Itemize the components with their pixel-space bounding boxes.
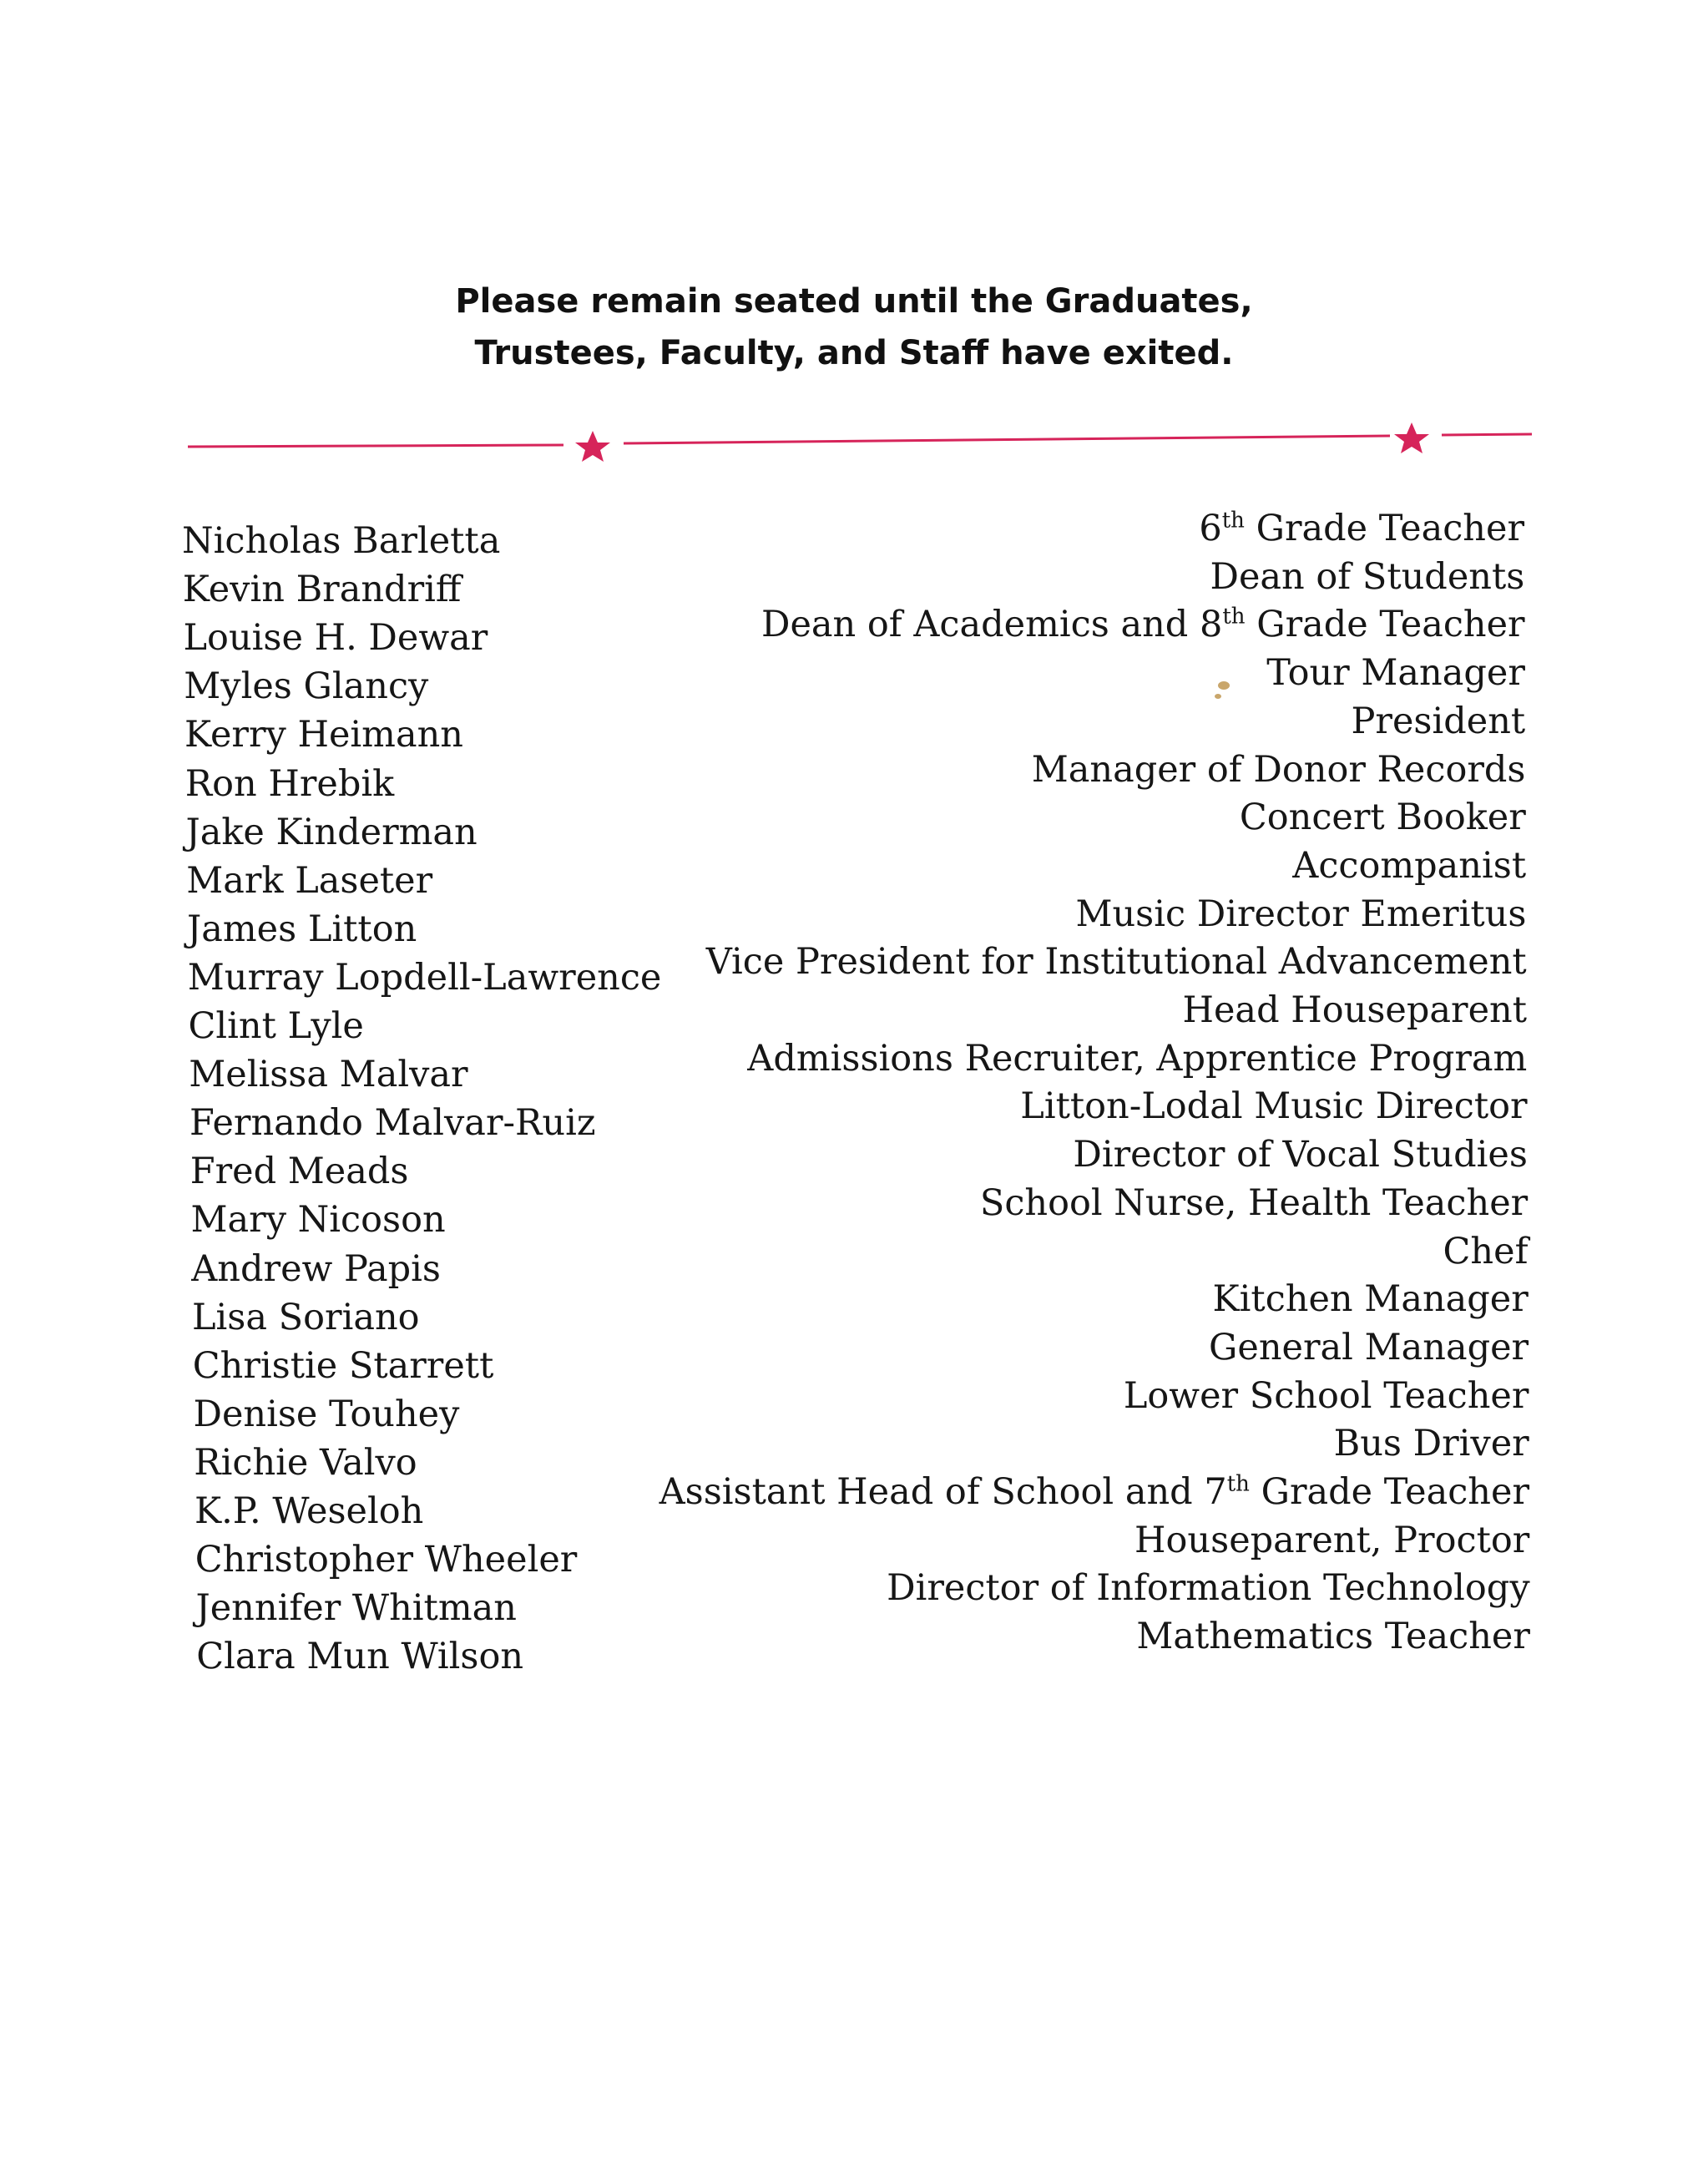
staff-name: James Litton xyxy=(187,908,417,950)
role-text: Music Director Emeritus xyxy=(1075,893,1527,935)
role-text: Kitchen Manager xyxy=(1212,1278,1529,1321)
staff-name: Kerry Heimann xyxy=(184,714,463,756)
role-text: Admissions Recruiter, Apprentice Program xyxy=(747,1037,1528,1080)
role-text: Accompanist xyxy=(1292,844,1527,887)
staff-name: Christopher Wheeler xyxy=(195,1539,578,1581)
staff-role xyxy=(887,1566,1530,1610)
staff-role xyxy=(1075,893,1526,936)
staff-name: Ron Hrebik xyxy=(184,762,395,805)
role-text: President xyxy=(1351,700,1526,742)
staff-role xyxy=(1124,1374,1529,1418)
staff-name: K.P. Weseloh xyxy=(195,1490,424,1532)
staff-role xyxy=(1292,844,1526,888)
staff-role xyxy=(1334,1422,1529,1465)
exit-notice-line-2: Trustees, Faculty, and Staff have exited. xyxy=(474,334,1234,372)
staff-name: Melissa Malvar xyxy=(189,1054,468,1096)
role-text: Head Houseparent xyxy=(1182,989,1527,1031)
role-text: School Nurse, Health Teacher xyxy=(979,1181,1529,1224)
staff-role xyxy=(1182,989,1527,1032)
staff-role xyxy=(1352,700,1526,743)
staff-name: Richie Valvo xyxy=(194,1441,417,1484)
role-text: Lower School Teacher xyxy=(1123,1374,1529,1417)
staff-name: Andrew Papis xyxy=(191,1247,441,1290)
staff-role xyxy=(761,603,1525,646)
staff-name: Denise Touhey xyxy=(193,1393,460,1435)
staff-role xyxy=(1136,1615,1530,1658)
staff-role xyxy=(1213,1277,1529,1321)
role-text: Grade Teacher xyxy=(1245,604,1525,646)
role-text: General Manager xyxy=(1209,1326,1529,1368)
staff-role xyxy=(1073,1133,1528,1176)
role-text: Director of Vocal Studies xyxy=(1073,1134,1528,1176)
role-text: Grade Teacher xyxy=(1249,1471,1529,1513)
staff-role xyxy=(980,1181,1528,1225)
staff-role xyxy=(1199,507,1524,550)
staff-name: Fernando Malvar-Ruiz xyxy=(189,1102,596,1145)
role-text: Dean of Students xyxy=(1210,555,1525,598)
staff-role xyxy=(1240,796,1526,839)
staff-role xyxy=(1209,1326,1529,1369)
staff-name: Murray Lopdell-Lawrence xyxy=(187,956,662,999)
role-text: 6 xyxy=(1199,508,1222,549)
role-text: Bus Driver xyxy=(1333,1423,1529,1465)
role-text: Grade Teacher xyxy=(1244,508,1524,549)
ordinal-suffix: th xyxy=(1222,604,1246,630)
role-text: Mathematics Teacher xyxy=(1136,1616,1530,1658)
role-text: Chef xyxy=(1443,1230,1529,1272)
role-text: Manager of Donor Records xyxy=(1031,748,1526,791)
staff-role xyxy=(1443,1230,1529,1273)
staff-name: Clint Lyle xyxy=(188,1005,364,1047)
staff-name: Jake Kinderman xyxy=(185,811,478,853)
staff-name: Mary Nicoson xyxy=(190,1199,446,1242)
staff-role xyxy=(1266,651,1525,695)
role-text: Dean of Academics and 8 xyxy=(761,604,1223,646)
staff-role xyxy=(1032,748,1526,792)
role-text: Litton-Lodal Music Director xyxy=(1020,1085,1528,1128)
role-text: Concert Booker xyxy=(1239,797,1526,839)
staff-role xyxy=(1134,1519,1529,1562)
role-text: Tour Manager xyxy=(1266,652,1525,695)
staff-role xyxy=(659,1470,1529,1514)
role-text: Director of Information Technology xyxy=(887,1567,1530,1610)
staff-name: Clara Mun Wilson xyxy=(196,1636,524,1678)
staff-role xyxy=(747,1037,1527,1080)
role-text: Vice President for Institutional Advancement xyxy=(705,941,1527,984)
ordinal-suffix: th xyxy=(1221,508,1245,534)
staff-name: Fred Meads xyxy=(189,1151,409,1193)
staff-name: Myles Glancy xyxy=(184,665,429,708)
staff-role xyxy=(1020,1085,1527,1128)
staff-name: Mark Laseter xyxy=(186,859,433,902)
role-text: Assistant Head of School and 7 xyxy=(659,1471,1227,1513)
staff-name: Christie Starrett xyxy=(192,1344,494,1387)
ordinal-suffix: th xyxy=(1226,1471,1250,1497)
staff-role xyxy=(706,940,1527,984)
staff-name: Kevin Brandriff xyxy=(182,569,462,611)
staff-name: Nicholas Barletta xyxy=(182,520,501,562)
staff-name: Jennifer Whitman xyxy=(195,1587,517,1630)
staff-name: Louise H. Dewar xyxy=(183,617,488,660)
staff-name: Lisa Soriano xyxy=(192,1296,420,1338)
exit-notice-line-1: Please remain seated until the Graduates, xyxy=(455,282,1253,321)
staff-role xyxy=(1210,555,1524,599)
role-text: Houseparent, Proctor xyxy=(1134,1519,1530,1561)
